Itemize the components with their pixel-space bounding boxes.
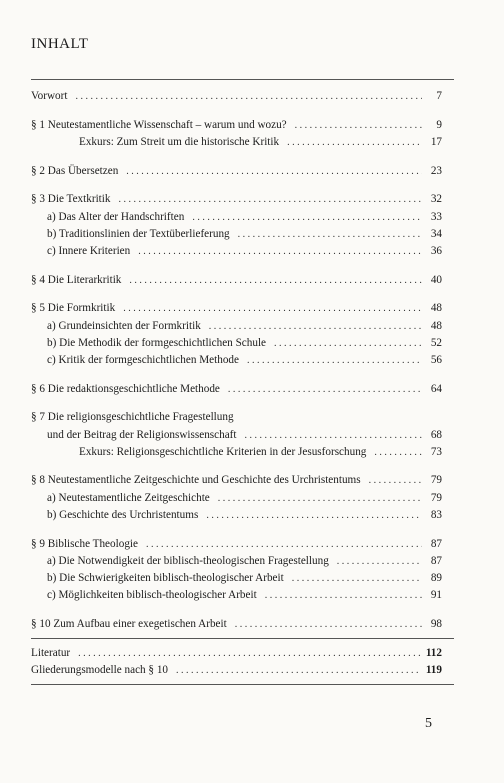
toc-entry-page: 112 bbox=[425, 646, 442, 659]
toc-leader-dots bbox=[129, 274, 422, 288]
toc-leader-dots bbox=[206, 509, 422, 523]
toc-entry bbox=[47, 353, 442, 368]
page-number: 5 bbox=[425, 716, 432, 731]
toc-leader-dots bbox=[265, 589, 422, 603]
toc-entry-page: 52 bbox=[430, 336, 442, 349]
toc-entry-label: § 3 Die Textkritik bbox=[31, 193, 111, 206]
toc-entry bbox=[31, 89, 442, 104]
toc-leader-dots bbox=[295, 119, 422, 133]
toc-leader-dots bbox=[292, 572, 422, 586]
toc-leader-dots bbox=[235, 618, 422, 632]
toc-entry-label: § 9 Biblische Theologie bbox=[31, 537, 138, 550]
toc-entry bbox=[31, 537, 442, 552]
toc-entry-page: 64 bbox=[430, 382, 442, 395]
toc-entry-label: b) Geschichte des Urchristentums bbox=[47, 508, 199, 521]
toc-entry-page: 40 bbox=[430, 273, 442, 286]
toc-entry-label: § 10 Zum Aufbau einer exegetischen Arbeit bbox=[31, 617, 227, 630]
toc-entry-label: Vorwort bbox=[31, 90, 68, 102]
toc-entry-page: 7 bbox=[436, 90, 442, 102]
toc-entry bbox=[47, 210, 442, 225]
toc-entry-label: c) Kritik der formgeschichtlichen Methode bbox=[47, 353, 239, 366]
toc-entry bbox=[31, 164, 442, 179]
toc-entry-label: § 8 Neutestamentliche Zeitgeschichte und Geschichte des Urchristentums bbox=[31, 474, 361, 487]
toc-entry bbox=[47, 336, 442, 351]
toc-entry-label: Literatur bbox=[31, 646, 71, 659]
toc-entry-label: c) Innere Kriterien bbox=[47, 244, 131, 257]
toc-entry bbox=[31, 646, 442, 661]
toc-entry bbox=[31, 273, 442, 288]
toc-entry-label: § 7 Die religionsgeschichtliche Fragestellung bbox=[31, 411, 234, 424]
toc-leader-dots bbox=[245, 429, 422, 443]
toc-entry bbox=[31, 192, 442, 207]
toc-leader-dots bbox=[274, 337, 422, 351]
toc-entry-page: 119 bbox=[425, 663, 442, 676]
toc-entry bbox=[31, 118, 442, 133]
toc-entry-label: Exkurs: Zum Streit um die historische Kritik bbox=[79, 135, 280, 148]
toc-leader-dots bbox=[146, 538, 422, 552]
toc-entry-label: c) Möglichkeiten biblisch-theologischer Arbeit bbox=[47, 589, 257, 602]
end-rule bbox=[31, 684, 454, 685]
toc-entry-page: 34 bbox=[430, 227, 442, 240]
toc-entry bbox=[31, 410, 442, 424]
toc-entry-page: 23 bbox=[430, 164, 442, 177]
toc-entry-label: a) Das Alter der Handschriften bbox=[47, 210, 185, 223]
toc-entry bbox=[47, 588, 442, 603]
toc-entry bbox=[31, 617, 442, 632]
toc-entry bbox=[47, 244, 442, 259]
toc-entry-label: § 6 Die redaktionsgeschichtliche Methode bbox=[31, 382, 220, 395]
toc-entry-page: 79 bbox=[430, 474, 442, 487]
toc-leader-dots bbox=[119, 193, 423, 207]
toc-entry-label: a) Grundeinsichten der Formkritik bbox=[47, 319, 201, 332]
toc-entry bbox=[47, 428, 442, 443]
toc-entry-page: 56 bbox=[430, 353, 442, 366]
toc-leader-dots bbox=[337, 555, 422, 569]
toc-entry-label: § 4 Die Literarkritik bbox=[31, 273, 122, 286]
toc-leader-dots bbox=[138, 245, 422, 259]
toc-entry-label: b) Die Methodik der formgeschichtlichen Schule bbox=[47, 336, 267, 349]
toc-entry-page: 68 bbox=[430, 428, 442, 441]
toc-entry-label: und der Beitrag der Religionswissenschaft bbox=[47, 428, 237, 441]
toc-leader-dots bbox=[75, 90, 422, 104]
toc-leader-dots bbox=[369, 474, 422, 488]
toc-entry bbox=[79, 445, 442, 460]
toc-entry-page: 98 bbox=[430, 617, 442, 630]
toc-leader-dots bbox=[228, 383, 422, 397]
toc-entry-page: 17 bbox=[430, 135, 442, 148]
toc-entry-label: § 1 Neutestamentliche Wissenschaft – warum und wozu? bbox=[31, 118, 287, 131]
toc-entry bbox=[31, 473, 442, 488]
toc-entry-page: 73 bbox=[430, 445, 442, 458]
toc-entry-page: 48 bbox=[430, 319, 442, 332]
toc-entry bbox=[31, 301, 442, 316]
toc-leader-dots bbox=[238, 228, 422, 242]
toc-entry bbox=[31, 382, 442, 397]
toc-leader-dots bbox=[192, 211, 422, 225]
section-rule bbox=[31, 638, 454, 639]
toc-leader-dots bbox=[176, 664, 420, 678]
toc-entry bbox=[47, 319, 442, 334]
toc-leader-dots bbox=[123, 302, 422, 316]
toc-entry-label: § 2 Das Übersetzen bbox=[31, 164, 119, 177]
toc-entry-label: Gliederungsmodelle nach § 10 bbox=[31, 663, 169, 676]
toc-entry bbox=[47, 227, 442, 242]
toc-entry bbox=[79, 135, 442, 150]
toc-entry bbox=[47, 491, 442, 506]
toc-leader-dots bbox=[218, 492, 422, 506]
toc-entry-page: 87 bbox=[430, 554, 442, 567]
toc-leader-dots bbox=[374, 446, 422, 460]
toc-entry-page: 48 bbox=[430, 302, 442, 315]
toc-leader-dots bbox=[247, 354, 422, 368]
toc-entry-page: 79 bbox=[430, 491, 442, 504]
toc-entry-page: 36 bbox=[430, 244, 442, 257]
toc-entry-page: 83 bbox=[430, 508, 442, 521]
toc-entry bbox=[47, 554, 442, 569]
toc-entry-label: Exkurs: Religionsgeschichtliche Kriterien in der Jesusforschung bbox=[79, 445, 367, 458]
toc-entry-page: 32 bbox=[430, 193, 442, 206]
toc-entry-label: b) Die Schwierigkeiten biblisch-theologischer Arbeit bbox=[47, 571, 284, 584]
toc-entry-label: a) Die Notwendigkeit der biblisch-theologischen Fragestellung bbox=[47, 554, 329, 567]
toc-leader-dots bbox=[287, 136, 422, 150]
toc-entry-page: 89 bbox=[430, 571, 442, 584]
toc-entry-page: 9 bbox=[436, 118, 442, 131]
toc-entry-page: 91 bbox=[430, 589, 442, 602]
toc-entry-label: b) Traditionslinien der Textüberlieferung bbox=[47, 227, 230, 240]
toc-entry bbox=[47, 508, 442, 523]
toc-entry-label: § 5 Die Formkritik bbox=[31, 302, 116, 315]
toc-leader-dots bbox=[78, 647, 420, 661]
toc-entry-label: a) Neutestamentliche Zeitgeschichte bbox=[47, 491, 210, 504]
contents-heading: INHALT bbox=[31, 36, 89, 52]
toc-entry-page: 33 bbox=[430, 210, 442, 223]
toc-leader-dots bbox=[209, 320, 422, 334]
toc-entry bbox=[31, 663, 442, 678]
toc-entry bbox=[47, 571, 442, 586]
toc-leader-dots bbox=[126, 165, 422, 179]
toc-entry-page: 87 bbox=[430, 537, 442, 550]
